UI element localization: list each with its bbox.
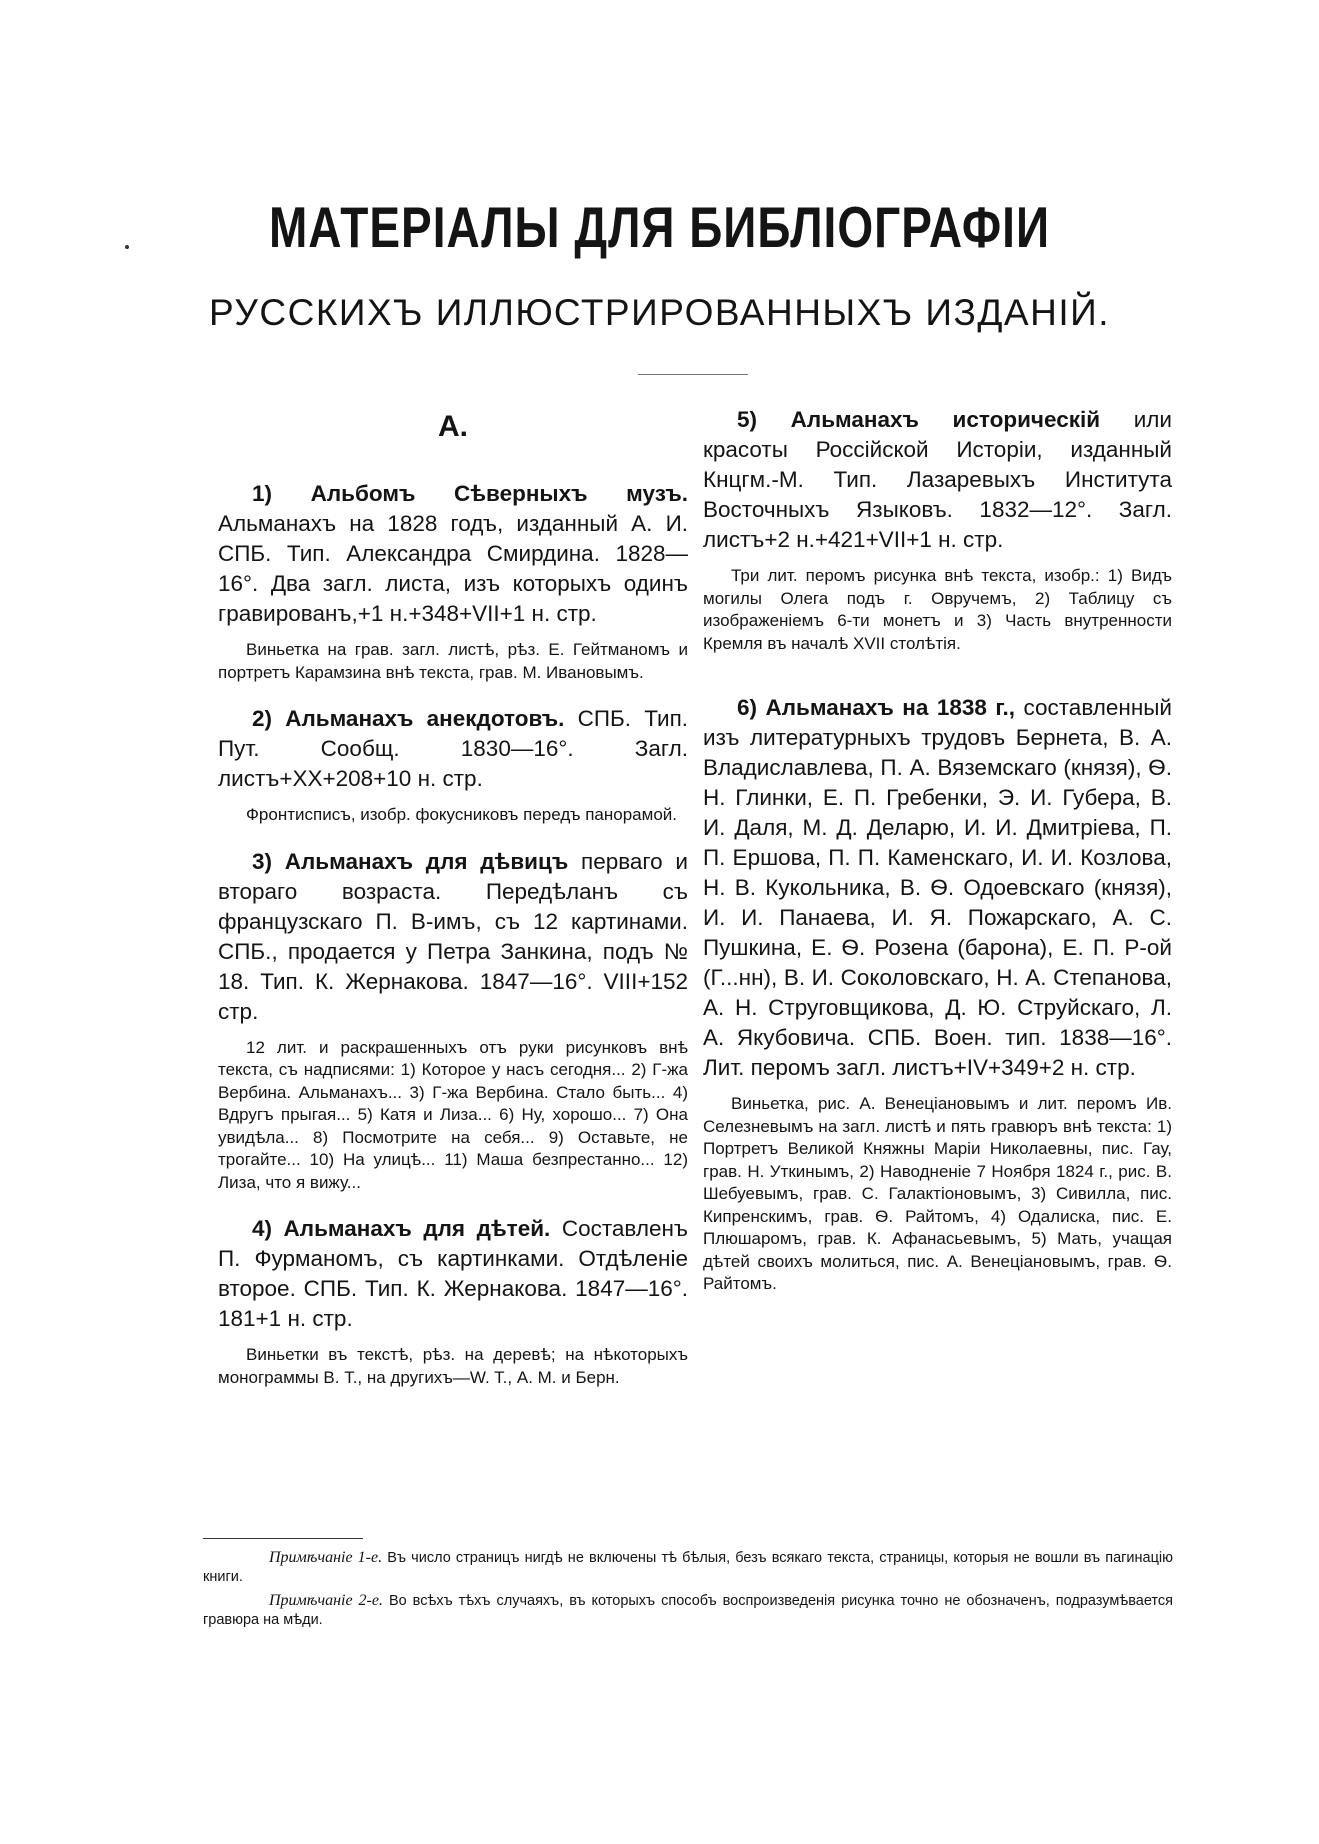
entry-6-heading: 6) Альманахъ на 1838 г., (737, 695, 1015, 720)
entry-1-note: Виньетка на грав. загл. листѣ, рѣз. Е. Гейтманомъ и портретъ Карамзина внѣ текста, грав. М. Ивановымъ. (218, 640, 688, 682)
footnote-2-label: Примѣчаніе 2-е. (269, 1592, 383, 1609)
entry-2-body: СПБ. Тип. Пут. Сообщ. 1830—16°. Загл. листъ+XX+208+10 н. стр. (218, 706, 689, 791)
entry-spacer (703, 675, 1172, 693)
footnotes (203, 1548, 1173, 1634)
footnote-1-label: Примѣчаніе 1-е. (269, 1549, 383, 1566)
page-title: МАТЕРІАЛЫ ДЛЯ БИБЛІОГРАФІИ (268, 194, 1051, 260)
entry-1-heading: 1) Альбомъ Сѣверныхъ музъ. (252, 481, 688, 506)
entry-5-body: или красоты Россійской Исторіи, изданный Кнцгм.-М. Тип. Лазаревыхъ Института Восточныхъ Языковъ. 1832—12°. Загл. листъ+2 н.+421+VII+1 н. стр. (703, 407, 1172, 552)
title-divider (638, 374, 748, 375)
entry-2 (218, 704, 688, 794)
entry-3 (218, 847, 688, 1027)
entry-4-note: Виньетки въ текстѣ, рѣз. на деревѣ; на нѣкоторыхъ монограммы В. Т., на другихъ—W. T., А. М. и Берн. (218, 1345, 688, 1387)
entry-6 (703, 693, 1172, 1083)
footnote-1 (203, 1548, 1173, 1587)
entry-2-heading: 2) Альманахъ анекдотовъ. (252, 706, 565, 731)
right-column (703, 405, 1172, 1316)
page-subtitle: РУССКИХЪ ИЛЛЮСТРИРОВАННЫХЪ ИЗДАНІЙ. (209, 292, 1110, 333)
footnote-rule (203, 1538, 363, 1539)
entry-2-note: Фронтисписъ, изобр. фокусниковъ передъ панорамой. (246, 805, 677, 824)
entry-1-body: Альманахъ на 1828 годъ, изданный А. И. СПБ. Тип. Александра Смирдина. 1828—16°. Два загл. листа, изъ которыхъ одинъ гравированъ,+1 н.+348+VII+1 н. стр. (218, 511, 688, 626)
entry-1 (218, 479, 688, 629)
entry-6-body: составленный изъ литературныхъ трудовъ Бернета, В. А. Владиславлева, П. А. Вяземскаго (князя), Ѳ. Н. Глинки, Е. П. Гребенки, Э. И. Губера, В. И. Даля, М. Д. Деларю, И. И. Дмитріева, П. П. Ершова, П. П. Каменскаго, И. И. Козлова, Н. В. Кукольника, В. Ѳ. Одоевскаго (князя), И. И. Панаева, И. Я. Пожарскаго, А. С. Пушкина, Е. Ѳ. Розена (барона), Е. П. Р-ой (Г...нн), В. И. Соколовскаго, Н. А. Степанова, А. Н. Струговщикова, Д. Ю. Струйскаго, Л. А. Якубовича. СПБ. Воен. тип. 1838—16°. Лит. перомъ загл. листъ+IV+349+2 н. стр. (703, 695, 1172, 1080)
section-letter: А. (438, 410, 468, 443)
entry-5 (703, 405, 1172, 555)
entry-4-body: Составленъ П. Фурманомъ, съ картинками. Отдѣленіе второе. СПБ. Тип. К. Жернакова. 1847—16°. 181+1 н. стр. (218, 1216, 688, 1331)
entry-3-note: 12 лит. и раскрашенныхъ отъ руки рисунковъ внѣ текста, съ надписями: 1) Которое у насъ сегодня... 2) Г-жа Вербина. Альманахъ... 3) Г-жа Вербина. Стало быть... 4) Вдругъ прыгая... 5) Катя и Лиза... 6) Ну, хорошо... 7) Она увидѣла... 8) Посмотрите на себя... 9) Оставьте, не трогайте... 10) На улицѣ... 11) Маша безпрестанно... 12) Лиза, что я вижу... (218, 1037, 688, 1192)
entry-5-note: Три лит. перомъ рисунка внѣ текста, изобр.: 1) Видъ могилы Олега подъ г. Овручемъ, 2) Таблицу съ изображеніемъ 6-ти монетъ и 3) Часть внутренности Кремля въ началѣ XVII столѣтія. (703, 566, 1172, 653)
entry-3-body: перваго и втораго возраста. Передѣланъ съ французскаго П. В-имъ, съ 12 картинами. СПБ., продается у Петра Занкина, подъ № 18. Тип. К. Жернакова. 1847—16°. VIII+152 стр. (218, 848, 688, 1024)
footnote-2 (203, 1591, 1173, 1630)
footnote-1-text: Въ число страницъ нигдѣ не включены тѣ бѣлыя, безъ всякаго текста, страницы, которыя не вошли въ пагинацію книги. (203, 1550, 1174, 1585)
entry-4-heading: 4) Альманахъ для дѣтей. (252, 1216, 551, 1241)
entry-3-heading: 3) Альманахъ для дѣвицъ (252, 848, 569, 874)
footnote-2-text: Во всѣхъ тѣхъ случаяхъ, въ которыхъ способъ воспроизведенія рисунка точно не обозначенъ, подразумѣвается гравюра на мѣди. (203, 1593, 1174, 1628)
entry-4 (218, 1214, 688, 1334)
entry-6-note: Виньетка, рис. А. Венеціановымъ и лит. перомъ Ив. Селезневымъ на загл. листѣ и пять гравюръ внѣ текста: 1) Портретъ Великой Княжны Маріи Николаевны, пис. Гау, грав. Н. Уткинымъ, 2) Наводненіе 7 Ноября 1824 г., рис. В. Шебуевымъ, грав. С. Галактіоновымъ, 3) Сивилла, пис. Кипренскимъ, грав. Ѳ. Райтомъ, 4) Одалиска, пис. Е. Плюшаромъ, грав. К. Афанасьевымъ, 5) Мать, учащая дѣтей своихъ молиться, пис. А. Венеціановымъ, грав. Ѳ. Райтомъ. (703, 1094, 1172, 1293)
left-column (218, 405, 688, 1409)
entry-5-heading: 5) Альманахъ историческій (737, 407, 1101, 432)
